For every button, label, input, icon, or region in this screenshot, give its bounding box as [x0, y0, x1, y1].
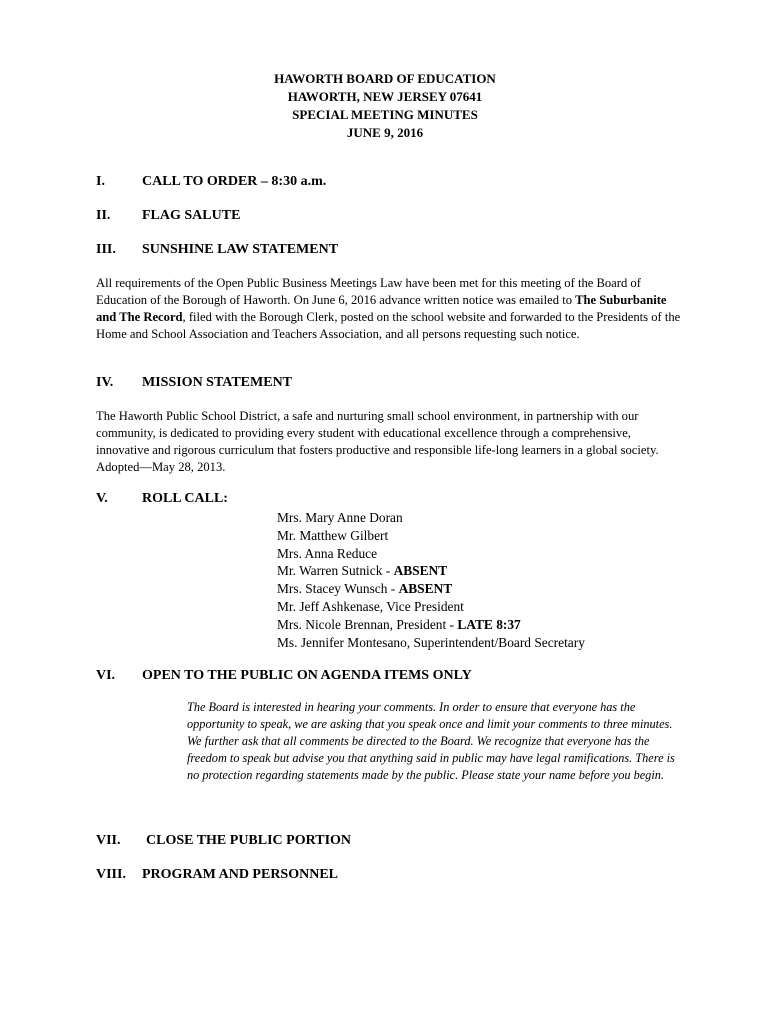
roll-call-member: Mr. Jeff Ashkenase, Vice President	[277, 598, 464, 614]
section-title: CALL TO ORDER – 8:30 a.m.	[142, 174, 327, 189]
sunshine-text-1: All requirements of the Open Public Business Meetings Law have been met for this meeting of the Board of Education of the Borough of Haworth. On June 6, 2016 advance written notice was emailed to	[96, 276, 641, 307]
section-title: PROGRAM AND PERSONNEL	[142, 867, 339, 882]
public-comment-notice: The Board is interested in hearing your comments. In order to ensure that everyone has the opportunity to speak, we are asking that you speak once and limit your comments to three minutes. We further ask that all comments be directed to the Board. We recognize that everyone has the freedom to speak but advise you that anything said in public may have legal ramifications. There is no protection regarding statements made by the public. Please state your name before you begin.	[187, 700, 675, 782]
section-number: III.	[96, 242, 116, 257]
section-sunshine-law	[96, 242, 338, 258]
section-title: MISSION STATEMENT	[142, 375, 293, 390]
section-title: CLOSE THE PUBLIC PORTION	[146, 833, 352, 848]
section-open-to-public	[96, 668, 472, 684]
roll-call-member	[277, 580, 585, 598]
newspaper-names: The Suburbanite and The Record	[96, 293, 667, 324]
meeting-date: JUNE 9, 2016	[346, 125, 424, 140]
section-number: VIII.	[96, 867, 126, 882]
member-name: Mrs. Stacey Wunsch -	[277, 581, 399, 597]
mission-statement: The Haworth Public School District, a safe and nurturing small school environment, in partnership with our community, is dedicated to providing every student with educational excellence through a comprehensive, innovative and rigorous curriculum that fosters productive and responsible life-long learners in a global society. Adopted—May 28, 2013.	[96, 409, 659, 474]
section-roll-call	[96, 491, 228, 507]
roll-call-member: Mr. Matthew Gilbert	[277, 527, 389, 543]
section-title: FLAG SALUTE	[142, 208, 241, 223]
member-name: Mrs. Nicole Brennan, President -	[277, 616, 458, 632]
section-number: VII.	[96, 833, 121, 848]
roll-call-member	[277, 616, 585, 634]
board-name: HAWORTH BOARD OF EDUCATION	[274, 71, 496, 86]
member-status: LATE 8:37	[457, 616, 521, 632]
section-close-public	[96, 833, 351, 849]
sunshine-statement	[96, 275, 686, 343]
sunshine-text-2: , filed with the Borough Clerk, posted on the school website and forwarded to the Presidents of the Home and School Association and Teachers Association, and all persons requesting such notice.	[96, 310, 681, 341]
section-call-to-order	[96, 174, 326, 190]
member-status: ABSENT	[398, 581, 453, 597]
roll-call-list	[277, 509, 585, 651]
section-mission	[96, 375, 292, 391]
section-number: VI.	[96, 668, 116, 683]
member-status: ABSENT	[393, 563, 448, 579]
board-location: HAWORTH, NEW JERSEY 07641	[287, 89, 483, 104]
roll-call-member	[277, 562, 585, 580]
document-header	[0, 70, 770, 142]
section-title: ROLL CALL:	[142, 491, 228, 506]
section-number: IV.	[96, 375, 114, 390]
section-number: II.	[96, 208, 111, 223]
section-number: V.	[96, 491, 108, 506]
member-name: Mr. Warren Sutnick -	[277, 563, 394, 579]
roll-call-member: Mrs. Anna Reduce	[277, 545, 378, 561]
section-flag-salute	[96, 208, 240, 224]
meeting-type: SPECIAL MEETING MINUTES	[292, 107, 478, 122]
section-number: I.	[96, 174, 105, 189]
section-program-personnel	[96, 867, 338, 883]
section-title: OPEN TO THE PUBLIC ON AGENDA ITEMS ONLY	[142, 668, 472, 683]
roll-call-member: Mrs. Mary Anne Doran	[277, 510, 403, 525]
section-title: SUNSHINE LAW STATEMENT	[142, 242, 339, 257]
roll-call-member: Ms. Jennifer Montesano, Superintendent/Board Secretary	[277, 634, 585, 650]
